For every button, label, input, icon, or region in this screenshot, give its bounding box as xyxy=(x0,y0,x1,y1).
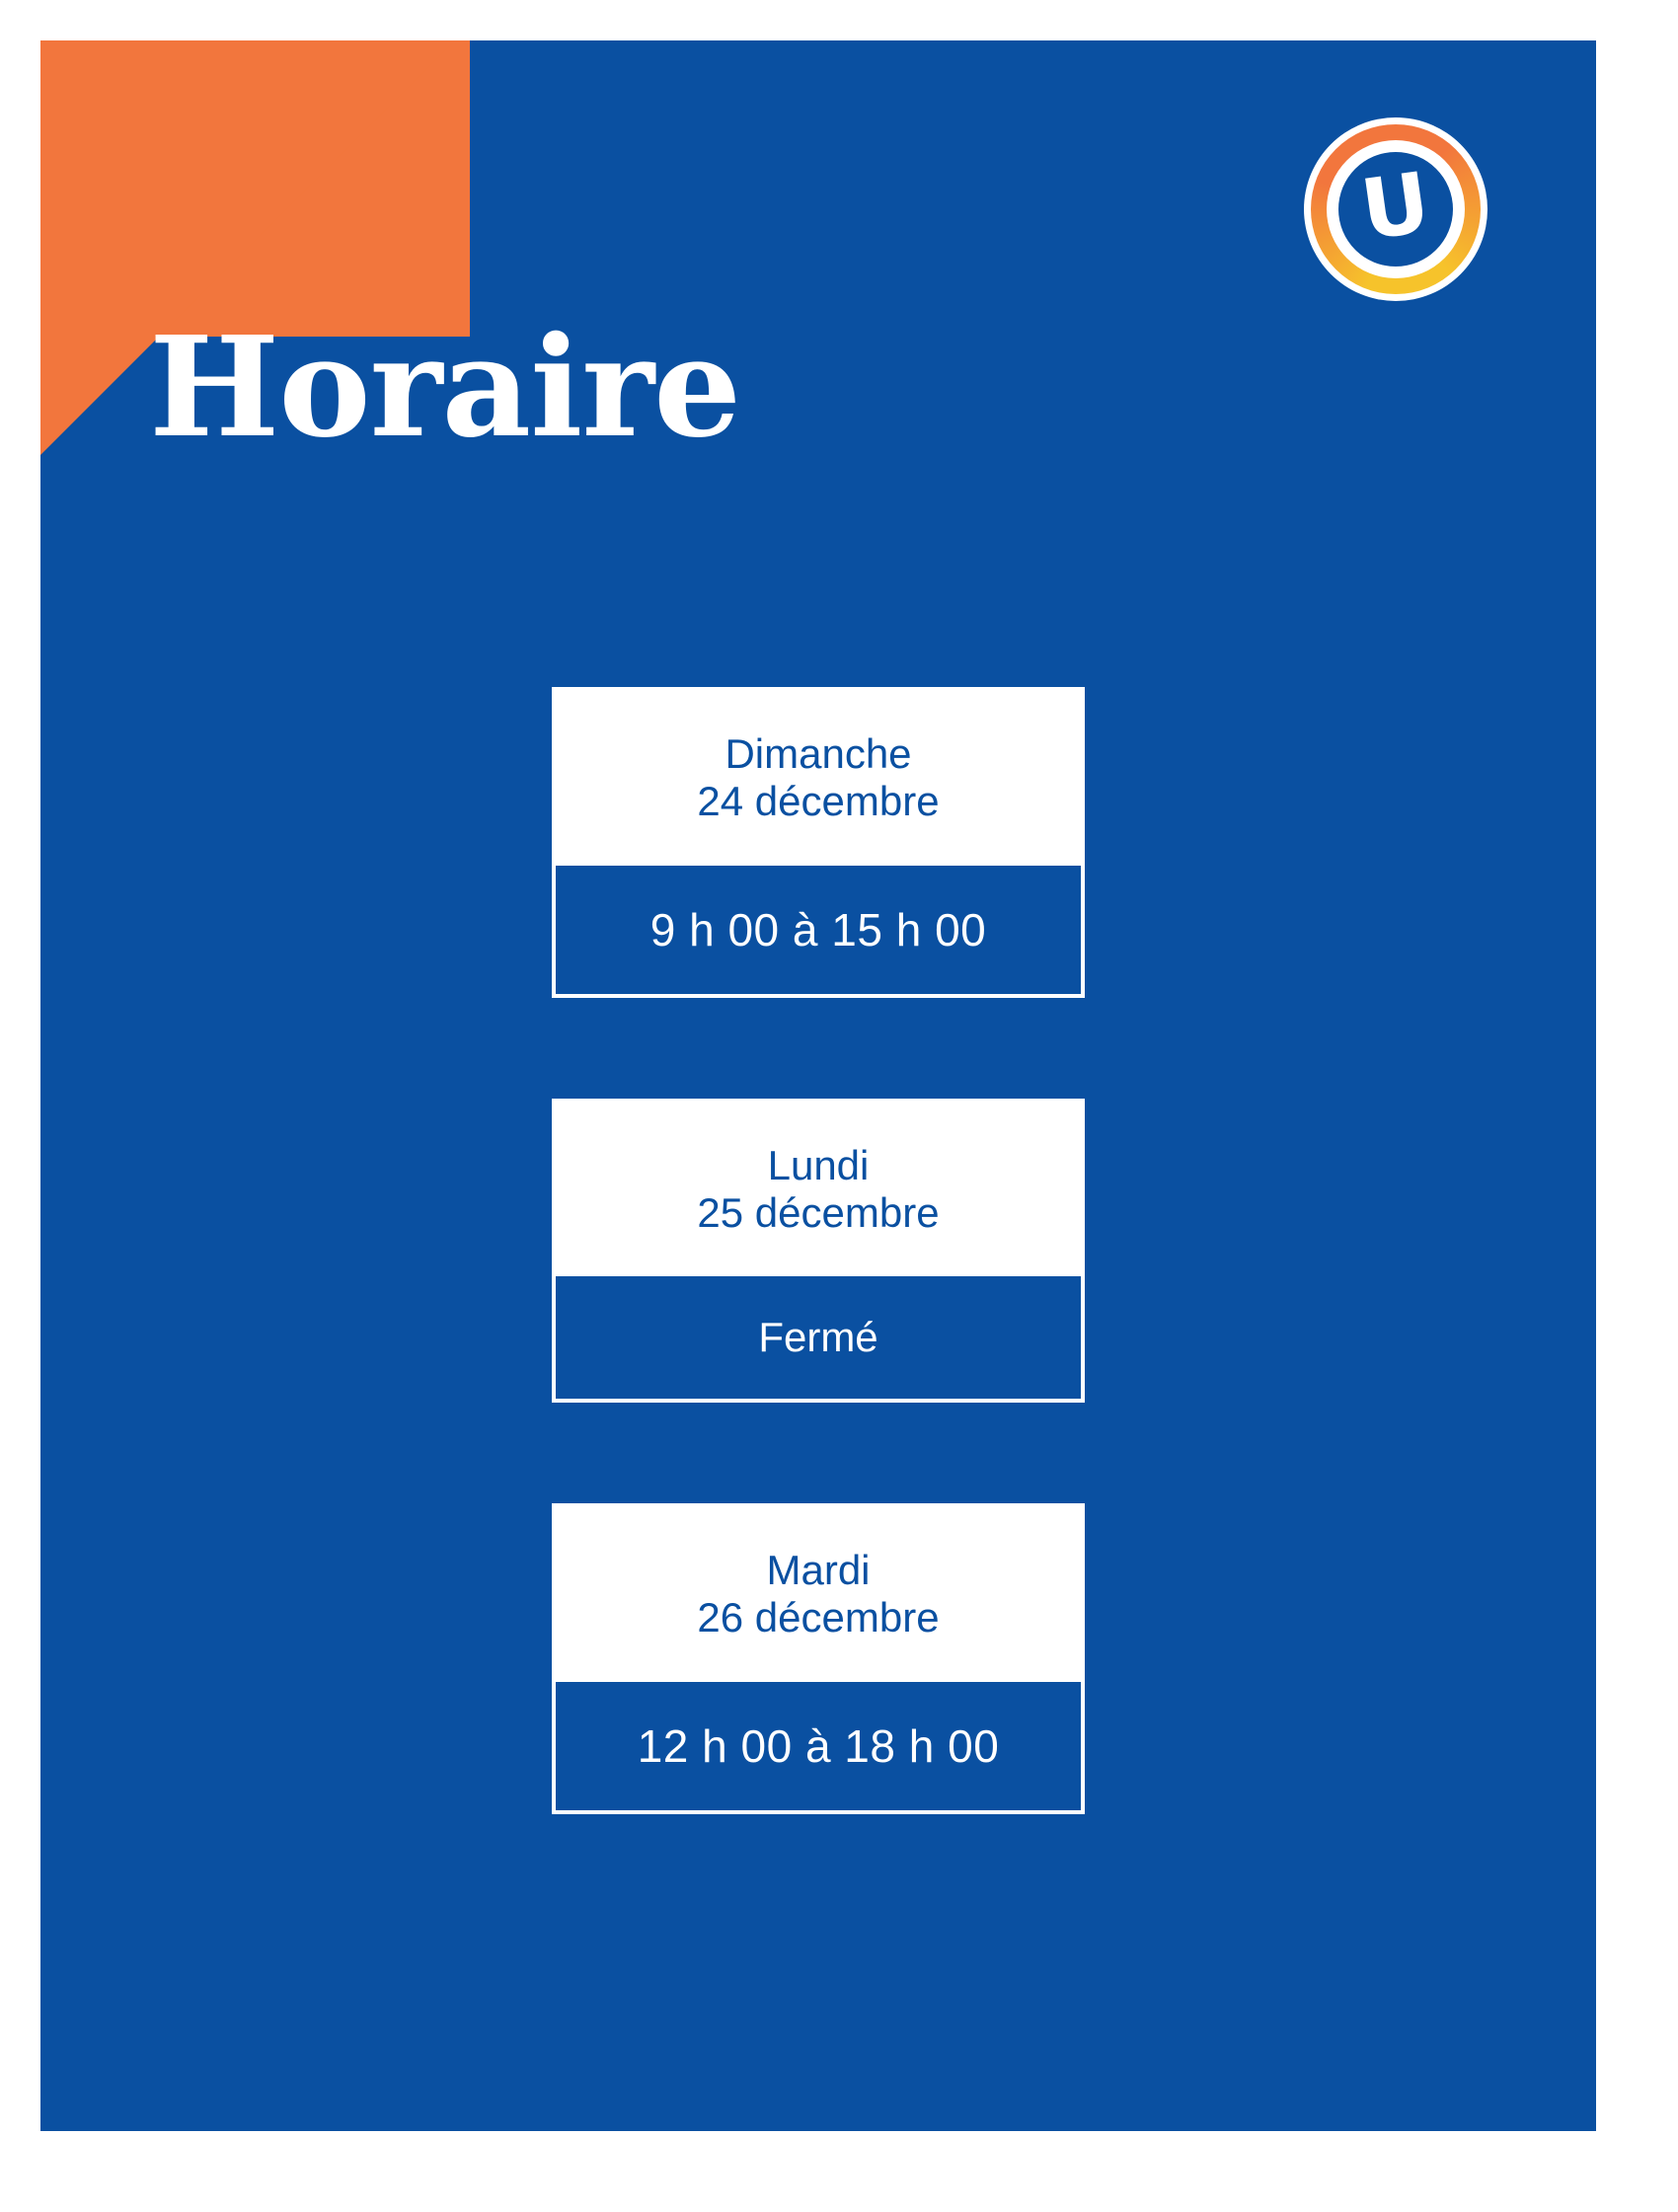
u-logo xyxy=(1304,117,1487,301)
schedule-hours: 9 h 00 à 15 h 00 xyxy=(552,866,1085,998)
schedule-hours: 12 h 00 à 18 h 00 xyxy=(552,1682,1085,1814)
logo-ring-mid xyxy=(1327,140,1465,278)
schedule-card-header xyxy=(552,687,1085,866)
schedule-day: Lundi xyxy=(767,1141,870,1188)
schedule-date: 25 décembre xyxy=(697,1188,940,1236)
schedule-date: 24 décembre xyxy=(697,778,940,825)
logo-ring-outer xyxy=(1311,124,1481,294)
schedule-day: Dimanche xyxy=(725,730,912,777)
schedule-card xyxy=(552,687,1085,998)
schedule-hours: Fermé xyxy=(552,1276,1085,1403)
schedule-card-header xyxy=(552,1099,1085,1277)
page-title: Horaire xyxy=(149,307,741,469)
schedule-card xyxy=(552,1099,1085,1404)
schedule-date: 26 décembre xyxy=(697,1594,940,1641)
schedule-card xyxy=(552,1503,1085,1814)
schedule-card-header xyxy=(552,1503,1085,1682)
logo-ring-inner xyxy=(1338,152,1453,267)
poster xyxy=(40,40,1596,2131)
schedule-list xyxy=(40,687,1596,1814)
logo-letter: U xyxy=(1354,153,1436,260)
schedule-day: Mardi xyxy=(766,1547,871,1594)
